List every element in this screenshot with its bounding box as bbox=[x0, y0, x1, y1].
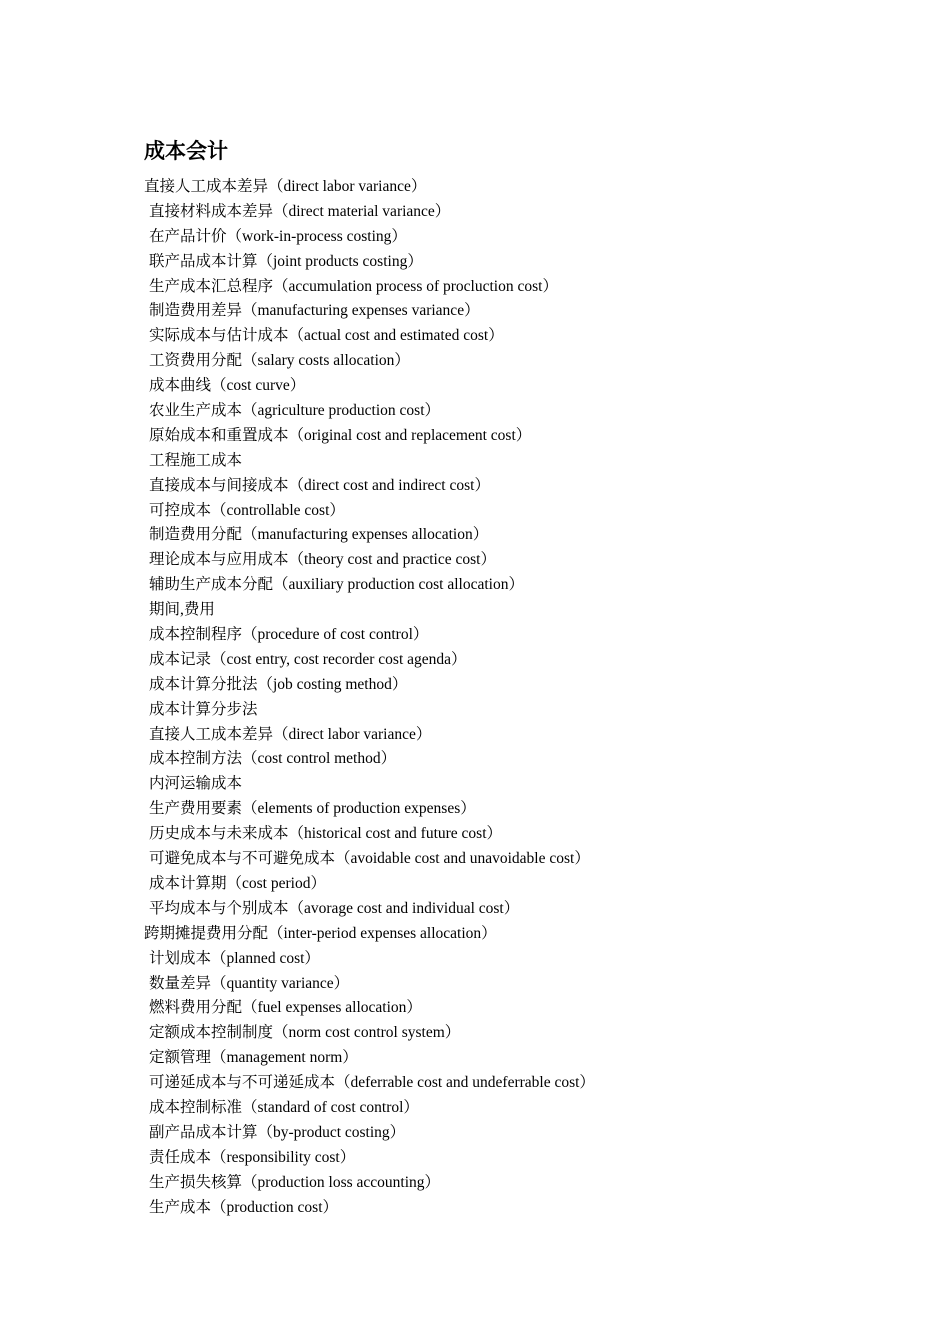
list-item: 历史成本与未来成本（historical cost and future cost） bbox=[149, 825, 503, 843]
list-item: 燃料费用分配（fuel expenses allocation） bbox=[149, 999, 422, 1017]
list-item: 成本计算分步法 bbox=[149, 700, 258, 718]
list-item: 直接人工成本差异（direct labor variance） bbox=[149, 725, 432, 743]
list-item: 内河运输成本 bbox=[149, 775, 243, 793]
term-list bbox=[144, 175, 904, 1220]
list-item: 原始成本和重置成本（original cost and replacement cost） bbox=[149, 426, 532, 444]
list-item: 直接人工成本差异（direct labor variance） bbox=[144, 178, 427, 195]
list-item: 工资费用分配（salary costs allocation） bbox=[149, 352, 410, 370]
list-item: 在产品计价（work-in-process costing） bbox=[149, 227, 407, 245]
list-item: 可控成本（controllable cost） bbox=[149, 501, 345, 519]
list-item: 成本曲线（cost curve） bbox=[149, 377, 306, 395]
list-item: 可避免成本与不可避免成本（avoidable cost and unavoidable cost） bbox=[149, 850, 590, 868]
list-item: 责任成本（responsibility cost） bbox=[149, 1148, 356, 1166]
list-item: 生产损失核算（production loss accounting） bbox=[149, 1173, 441, 1191]
list-item: 生产费用要素（elements of production expenses） bbox=[149, 800, 476, 818]
list-item: 成本计算期（cost period） bbox=[149, 874, 326, 892]
list-item: 理论成本与应用成本（theory cost and practice cost） bbox=[149, 551, 496, 569]
list-item: 直接材料成本差异（direct material variance） bbox=[149, 202, 451, 220]
list-item: 联产品成本计算（joint products costing） bbox=[149, 252, 423, 270]
list-item: 直接成本与间接成本（direct cost and indirect cost） bbox=[149, 476, 490, 494]
list-item: 成本计算分批法（job costing method） bbox=[149, 675, 408, 693]
list-item: 制造费用差异（manufacturing expenses variance） bbox=[149, 302, 480, 320]
list-item: 定额成本控制制度（norm cost control system） bbox=[149, 1024, 461, 1042]
list-item: 期间,费用 bbox=[149, 601, 215, 619]
list-item: 副产品成本计算（by-product costing） bbox=[149, 1123, 406, 1141]
list-item: 数量差异（quantity variance） bbox=[149, 974, 350, 992]
list-item: 定额管理（management norm） bbox=[149, 1049, 358, 1067]
list-item: 农业生产成本（agriculture production cost） bbox=[149, 402, 441, 420]
list-item: 工程施工成本 bbox=[149, 451, 243, 469]
list-item: 计划成本（planned cost） bbox=[149, 949, 320, 967]
list-item: 生产成本（production cost） bbox=[149, 1198, 338, 1216]
list-item: 生产成本汇总程序（accumulation process of procluction cost） bbox=[149, 277, 558, 295]
page-title: 成本会计 bbox=[144, 139, 228, 163]
list-item: 实际成本与估计成本（actual cost and estimated cost） bbox=[149, 327, 504, 345]
list-item: 跨期摊提费用分配（inter-period expenses allocation） bbox=[144, 924, 497, 942]
list-item: 可递延成本与不可递延成本（deferrable cost and undeferrable cost） bbox=[149, 1074, 595, 1092]
list-item: 制造费用分配（manufacturing expenses allocation） bbox=[149, 526, 489, 544]
list-item: 辅助生产成本分配（auxiliary production cost allocation） bbox=[149, 576, 524, 594]
list-item: 成本控制方法（cost control method） bbox=[149, 750, 397, 768]
list-item: 平均成本与个别成本（avorage cost and individual cost） bbox=[149, 899, 520, 917]
list-item: 成本控制标准（standard of cost control） bbox=[149, 1098, 419, 1116]
list-item: 成本控制程序（procedure of cost control） bbox=[149, 626, 429, 644]
list-item: 成本记录（cost entry, cost recorder cost agenda） bbox=[149, 650, 467, 668]
